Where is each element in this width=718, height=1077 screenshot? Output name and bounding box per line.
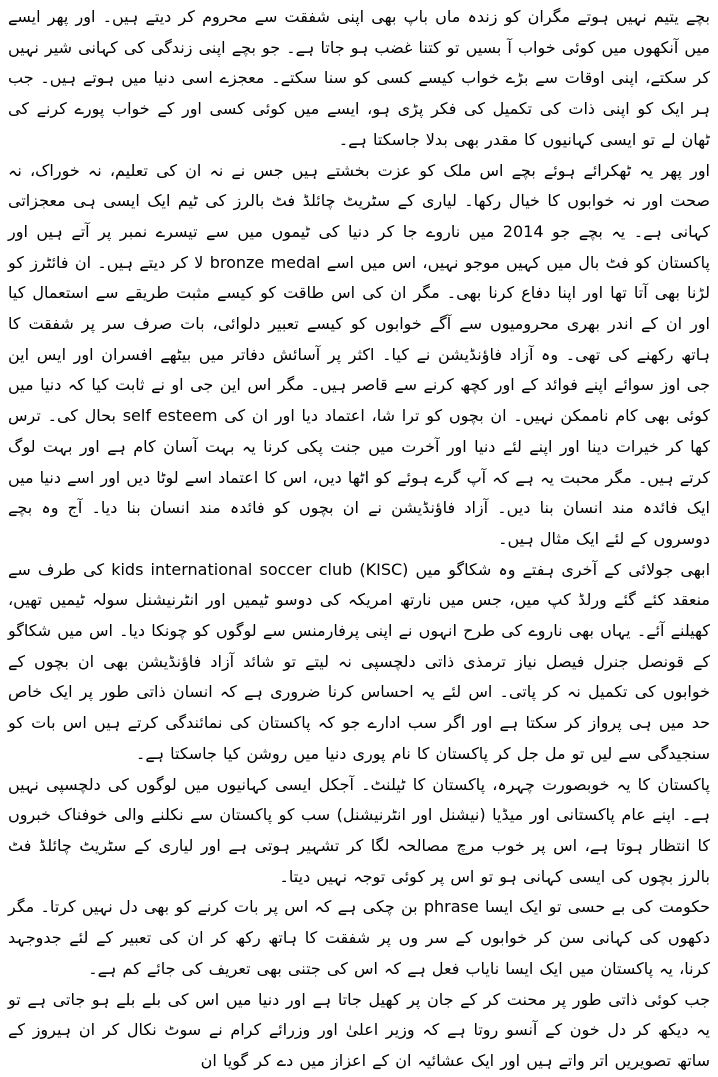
- paragraph-lyari-team: اور پھر یہ ٹھکرائے ہوئے بچے اس ملک کو عزت بخشتے ہیں جس نے نہ ان کی تعلیم، نہ خوراک، نہ صحت اور نہ خوابوں کا خیال رکھا۔ لیاری کے سٹریٹ چائلڈ فٹ بالرز کی ٹیم ایک ایسی ہی معجزاتی کہانی ہے۔ یہ بچے جو 2014 میں ناروے جا کر دنیا کی ٹیموں میں سے تیسرے نمبر پر آتے ہیں اور پاکستان کو فٹ بال میں کہیں موجو نہیں، اس میں اسے bronze medal لا کر دیتے ہیں۔ ان فائٹرز کو لڑنا بھی آتا تھا اور اپنا دفاع کرنا بھی۔ مگر ان کی اس طاقت کو کیسے مثبت طریقے سے استعمال کیا اور ان کے اندر بھری محرومیوں سے آگے خوابوں کو کیسے تعبیر دلوائی، بات صرف سر پر شفقت کا ہاتھ رکھنے کی تھی۔ وہ آزاد فاؤنڈیشن نے کیا۔ اکثر پر آسائش دفاتر میں بیٹھے افسران اور ایس این جی اوز سوائے اپنے فوائد کے اور کچھ کرنے سے قاصر ہیں۔ مگر اس این جی او نے ثابت کیا کہ دنیا میں کوئی بھی کام ناممکن نہیں۔ ان بچوں کو ترا شا، اعتماد دیا اور ان کی self esteem بحال کی۔ ترس کھا کر خیرات دینا اور اپنے لئے دنیا اور آخرت میں جنت پکی کرنا یہ بہت آسان کام ہے اور بہت لوگ کرتے ہیں۔ مگر محبت یہ ہے کہ آپ گرے ہوئے کو اٹھا دیں، اس کا اعتماد اسے لوٹا دیں اور اسے دنیا میں ایک فائدہ مند انسان بنا دیں۔ آزاد فاؤنڈیشن نے ان بچوں کو فائدہ مند انسان بنا دیا۔ آج وہ بچے دوسروں کے لئے ایک مثال ہیں۔: [8, 160, 711, 548]
- paragraph-chicago-world-cup: ابھی جولائی کے آخری ہفتے وہ شکاگو میں kids international soccer club (KISC) کی طرف سے منعقد کئے گئے ورلڈ کپ میں، جس میں نارتھ امریکہ کی دوسو ٹیمیں اور انٹرنیشنل سولہ ٹیمیں تھیں، کھیلنے آئے۔ یہاں بھی ناروے کی طرح انہوں نے اپنی پرفارمنس سے لوگوں کو چونکا دیا۔ اس میں شکاگو کے قونصل جنرل فیصل نیاز ترمذی ذاتی دلچسپی نہ لیتے تو شائد آزاد فاؤنڈیشن بھی ان بچوں کے خوابوں کی تکمیل نہ کر پاتی۔ اس لئے یہ احساس کرنا ضروری ہے کہ انسان ذاتی طور پر ایک خاص حد میں ہی پرواز کر سکتا ہے اور اگر سب ادارے جو کہ پاکستان کی نمائندگی کرتے ہیں اس بات کو سنجیدگی سے لیں تو مل جل کر پاکستان کا نام پوری دنیا میں روشن کیا جاسکتا ہے۔: [8, 559, 711, 763]
- paragraph-media-interest: پاکستان کا یہ خوبصورت چہرہ، پاکستان کا ٹیلنٹ۔ آجکل ایسی کہانیوں میں لوگوں کی دلچسپی نہیں ہے۔ اپنے عام پاکستانی اور میڈیا (نیشنل اور انٹرنیشنل) سب کو پاکستان سے نکلنے والی خوفناک خبروں کا انتظار ہوتا ہے، اس پر خوب مرچ مصالحہ لگا کر تشہیر ہوتی ہے اور لیاری کے سٹریٹ چائلڈ فٹ بالرز بچوں کی ایسی کہانی ہو تو اس پر کوئی توجہ نہیں دیتا۔: [8, 774, 710, 886]
- paragraph-opening: بچے یتیم نہیں ہوتے مگران کو زندہ ماں باپ بھی اپنی شفقت سے محروم کر دیتے ہیں۔ اور پھر ایسے میں آنکھوں میں کوئی خواب آ بسیں تو کتنا غضب ہو جاتا ہے۔ جو بچے اپنی زندگی کی کہانی شیر نہیں کر سکتے، اپنی اوقات سے بڑے خواب کیسے کسی کو سنا سکتے۔ معجزے اسی دنیا میں ہوتے ہیں۔ جب ہر ایک کو اپنی ذات کی تکمیل کی فکر پڑی ہو، ایسے میں کوئی کسی اور کے خواب پورے کرنے کی ٹھان لے تو ایسی کہانیوں کا مقدر بھی بدلا جاسکتا ہے۔: [8, 7, 710, 149]
- paragraph-closing: جب کوئی ذاتی طور پر محنت کر کے جان پر کھیل جاتا ہے اور دنیا میں اس کی بلے بلے ہو جاتی ہے تو یہ دیکھ کر دل خون کے آنسو روتا ہے کہ وزیر اعلیٰ اور وزرائے کرام نے سوٹ نکال کر ان ہیروز کے ساتھ تصویریں اتر واتے ہیں اور ایک عشائیہ ان کے اعزاز میں دے کر گویا ان: [8, 989, 710, 1070]
- paragraph-government: حکومت کی بے حسی تو ایک ایسا phrase بن چکی ہے کہ اس پر بات کرنے کو بھی دل نہیں کرتا۔ مگر دکھوں کی کہانی سن کر خوابوں کے سر وں پر شفقت کا ہاتھ رکھ کر ان کی تعبیر کے لئے جدوجہد کرنا، یہ پاکستان میں ایک ایسا نایاب فعل ہے کہ اس کی جتنی بھی تعریف کی جائے کم ہے۔: [8, 897, 711, 978]
